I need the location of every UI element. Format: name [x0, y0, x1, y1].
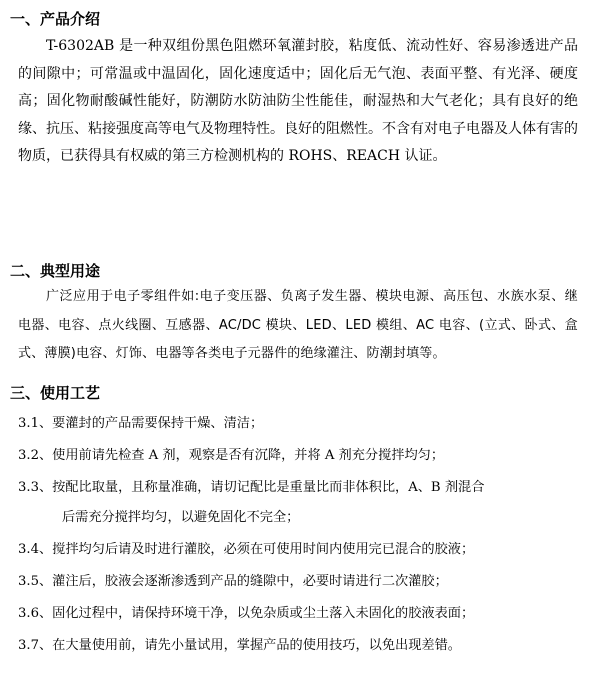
process-step-3: 3.3、按配比取量，且称量准确，请切记配比是重量比而非体积比，A、B 剂混合: [18, 480, 485, 495]
process-step-1: 3.1、要灌封的产品需要保持干燥、清洁；: [18, 416, 264, 431]
process-step-6: 3.6、固化过程中，请保持环境干净，以免杂质或尘土落入未固化的胶液表面；: [18, 606, 475, 621]
section-heading-process: 三、使用工艺: [10, 384, 101, 402]
process-step-2: 3.2、使用前请先检查 A 剂，观察是否有沉降，并将 A 剂充分搅拌均匀；: [18, 448, 445, 463]
process-step-5: 3.5、灌注后，胶液会逐渐渗透到产品的缝隙中，必要时请进行二次灌胶；: [18, 574, 448, 589]
section-heading-product-intro: 一、产品介绍: [10, 10, 101, 28]
product-intro-paragraph: T-6302AB 是一种双组份黑色阻燃环氧灌封胶，粘度低、流动性好、容易渗透进产品的间隙中；可常温或中温固化，固化速度适中；固化后无气泡、表面平整、有光泽、硬度高；固化物耐酸碱性能好，防潮防水防油防尘性能佳，耐湿热和大气老化；具有良好的绝缘、抗压、粘接强度高等电气及物理特性。良好的阻燃性。不含有对电子电器及人体有害的物质，已获得具有权威的第三方检测机构的 ROHS、REACH 认证。: [18, 38, 578, 165]
section-heading-typical-use: 二、典型用途: [10, 262, 101, 280]
typical-use-paragraph: 广泛应用于电子零组件如:电子变压器、负离子发生器、模块电源、高压包、水族水泵、继电器、电容、点火线圈、互感器、AC/DC 模块、LED、LED 模组、AC 电容、(立式、卧式、盒式、薄膜)电容、灯饰、电器等各类电子元器件的绝缘灌注、防潮封填等。: [18, 289, 578, 361]
process-step-7: 3.7、在大量使用前，请先小量试用，掌握产品的使用技巧，以免出现差错。: [18, 638, 461, 653]
process-step-4: 3.4、搅拌均匀后请及时进行灌胶，必须在可使用时间内使用完已混合的胶液；: [18, 542, 475, 557]
process-step-3-continued: 后需充分搅拌均匀，以避免固化不完全；: [62, 510, 300, 525]
